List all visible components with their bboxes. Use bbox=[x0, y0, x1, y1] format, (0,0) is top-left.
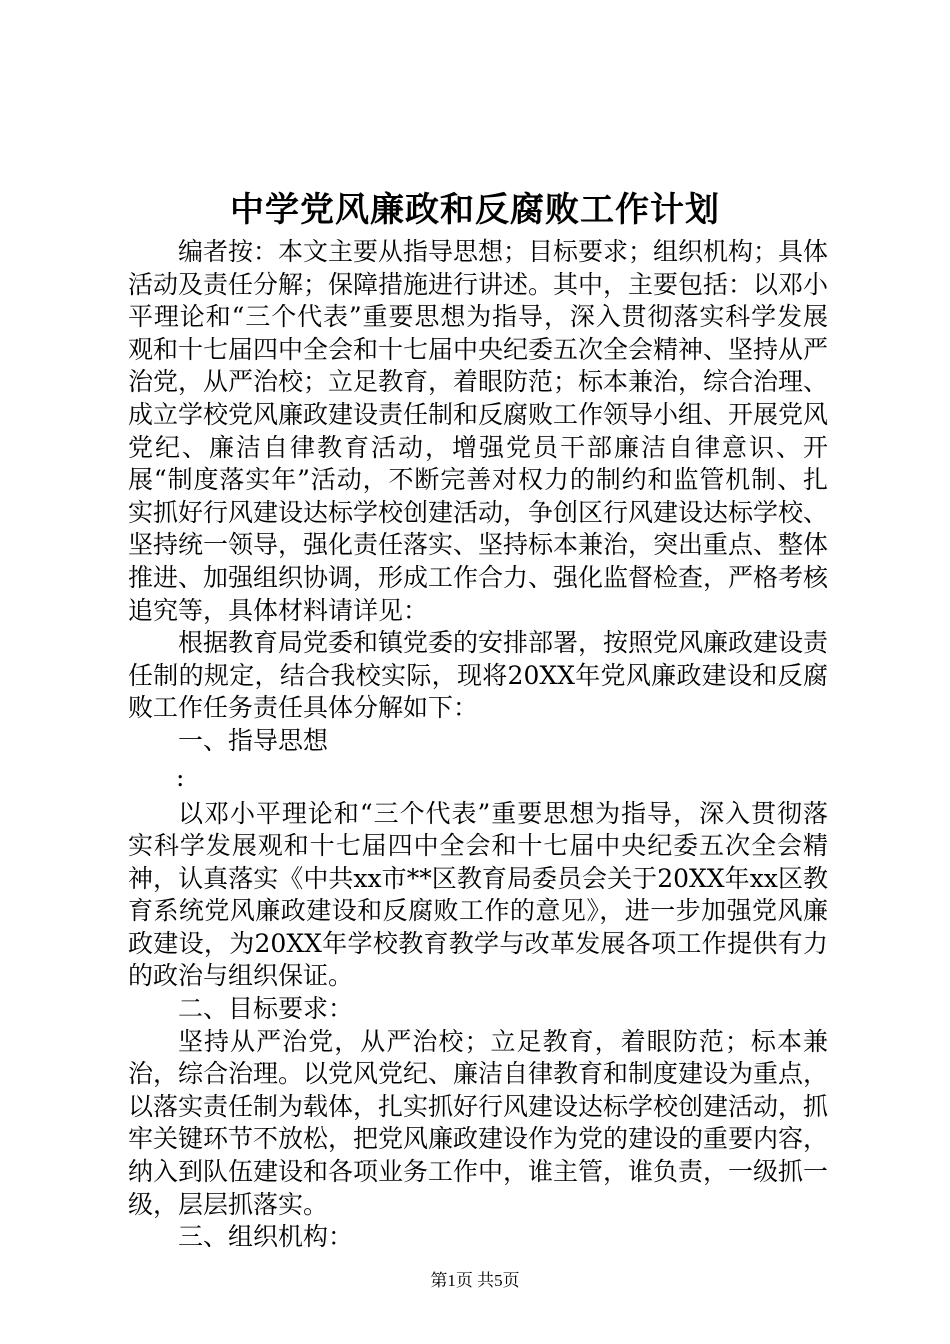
goals-paragraph: 坚持从严治党，从严治校；立足教育，着眼防范；标本兼治，综合治理。以党风党纪、廉洁自律教育和制度建设为重点，以落实责任制为载体，扎实抓好行风建设达标学校创建活动，抓牢关键环节不放松，把党风廉政建设作为党的建设的重要内容，纳入到队伍建设和各项业务工作中，谁主管，谁负责，一级抓一级，层层抓落实。 bbox=[128, 1026, 829, 1219]
section-heading-guiding-thought: 一、指导思想 bbox=[178, 725, 329, 755]
document-title: 中学党风廉政和反腐败工作计划 bbox=[230, 190, 720, 230]
intro-paragraph: 根据教育局党委和镇党委的安排部署，按照党风廉政建设责任制的规定，结合我校实际，现将20XX年党风廉政建设和反腐败工作任务责任具体分解如下： bbox=[128, 628, 829, 723]
editor-note-paragraph: 编者按：本文主要从指导思想；目标要求；组织机构；具体活动及责任分解；保障措施进行讲述。其中，主要包括：以邓小平理论和“三个代表”重要思想为指导，深入贯彻落实科学发展观和十七届四中全会和十七届中央纪委五次全会精神、坚持从严治党，从严治校；立足教育，着眼防范；标本兼治，综合治理、成立学校党风廉政建设责任制和反腐败工作领导小组、开展党风党纪、廉洁自律教育活动，增强党员干部廉洁自律意识、开展“制度落实年”活动，不断完善对权力的制约和监管机制、扎实抓好行风建设达标学校创建活动，争创区行风建设达标学校、坚持统一领导，强化责任落实、坚持标本兼治，突出重点、整体推进、加强组织协调，形成工作合力、强化监督检查，严格考核追究等，具体材料请详见： bbox=[128, 237, 829, 625]
stray-colon: : bbox=[176, 762, 185, 792]
guiding-thought-paragraph: 以邓小平理论和“三个代表”重要思想为指导，深入贯彻落实科学发展观和十七届四中全会和十七届中央纪委五次全会精神，认真落实《中共xx市**区教育局委员会关于20XX年xx区教育系统党风廉政建设和反腐败工作的意见》，进一步加强党风廉政建设，为20XX年学校教育教学与改革发展各项工作提供有力的政治与组织保证。 bbox=[128, 798, 828, 991]
page-footer: 第1页 共5页 bbox=[430, 1271, 520, 1290]
document-body bbox=[128, 236, 828, 1254]
section-heading-goals: 二、目标要求： bbox=[178, 994, 354, 1024]
section-heading-organization: 三、组织机构： bbox=[178, 1222, 354, 1252]
